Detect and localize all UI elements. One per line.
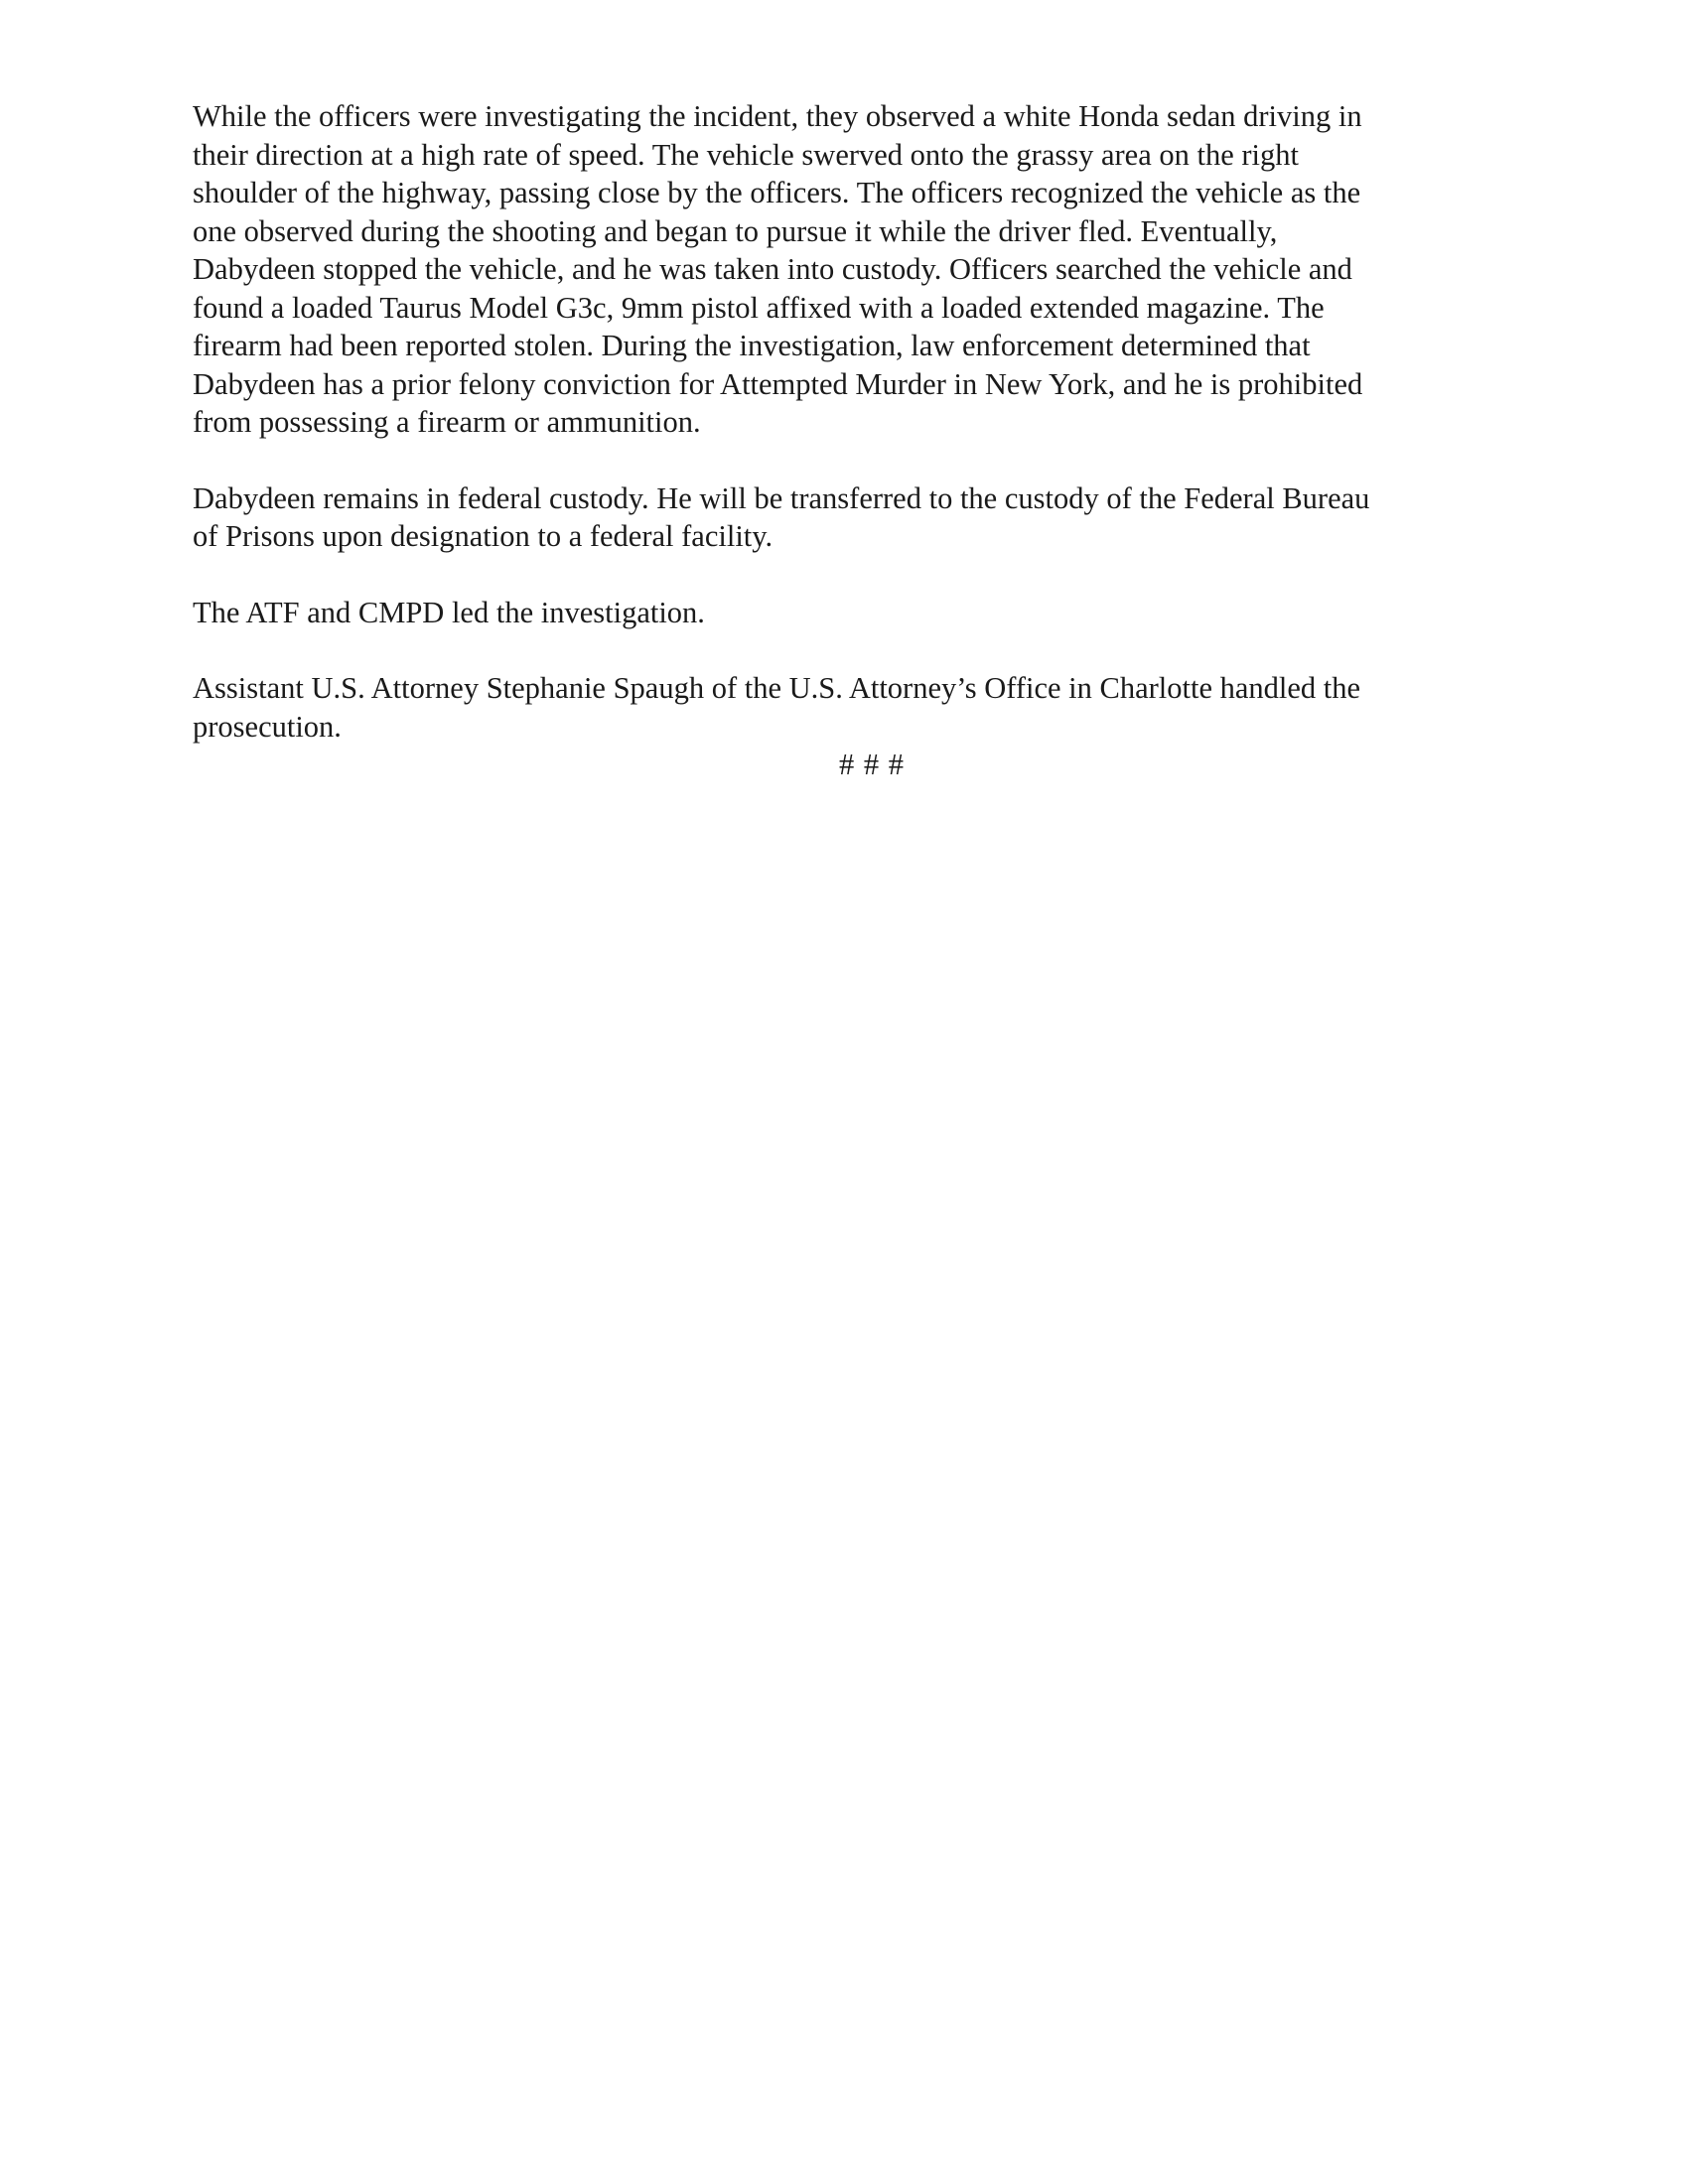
paragraph-line: their direction at a high rate of speed. The vehicle swerved onto the grassy area on the right bbox=[193, 137, 1299, 172]
paragraph-line: Dabydeen stopped the vehicle, and he was taken into custody. Officers searched the vehicle and bbox=[193, 252, 1352, 286]
paragraph-line: firearm had been reported stolen. During the investigation, law enforcement determined that bbox=[193, 329, 1311, 362]
paragraph-line: Assistant U.S. Attorney Stephanie Spaugh of the U.S. Attorney’s Office in Charlotte handled the bbox=[193, 671, 1361, 705]
paragraph-line: Dabydeen remains in federal custody. He will be transferred to the custody of the Federal Bureau bbox=[193, 480, 1370, 515]
document-body bbox=[193, 97, 1495, 784]
paragraph-line: shoulder of the highway, passing close by the officers. The officers recognized the vehicle as the bbox=[193, 176, 1361, 209]
paragraph-line: found a loaded Taurus Model G3c, 9mm pistol affixed with a loaded extended magazine. The bbox=[193, 290, 1325, 325]
paragraph-investigation-agencies bbox=[193, 594, 1495, 632]
paragraph-line: prosecution. bbox=[193, 709, 342, 744]
paragraph-line: The ATF and CMPD led the investigation. bbox=[193, 595, 705, 629]
paragraph-prosecution bbox=[193, 669, 1495, 746]
paragraph-line: of Prisons upon designation to a federal facility. bbox=[193, 519, 774, 553]
end-of-release-mark: # # # bbox=[839, 748, 905, 781]
paragraph-line: While the officers were investigating the incident, they observed a white Honda sedan driving in bbox=[193, 99, 1362, 133]
paragraph-incident-pursuit bbox=[193, 97, 1495, 442]
paragraph-line: from possessing a firearm or ammunition. bbox=[193, 405, 701, 439]
paragraph-line: Dabydeen has a prior felony conviction for Attempted Murder in New York, and he is prohibited bbox=[193, 366, 1363, 401]
paragraph-line: one observed during the shooting and began to pursue it while the driver fled. Eventually, bbox=[193, 213, 1278, 248]
paragraph-custody bbox=[193, 479, 1495, 556]
